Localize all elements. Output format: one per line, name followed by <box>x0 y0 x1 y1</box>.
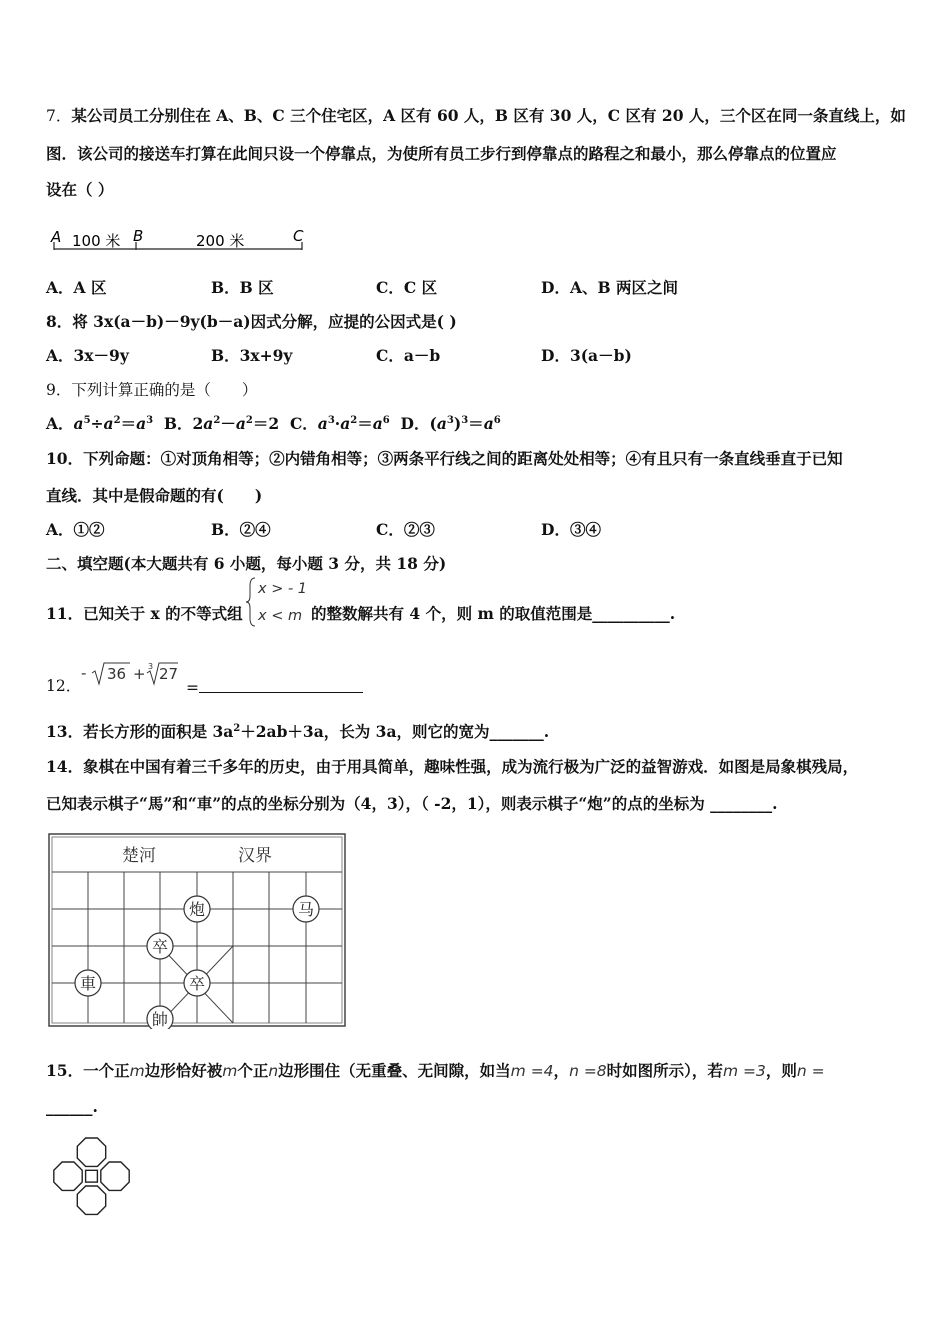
q12-plus: + <box>133 665 146 683</box>
q7-option-c: C．C 区 <box>376 278 438 297</box>
svg-text:炮: 炮 <box>188 900 206 919</box>
q12-number: 12． <box>46 677 82 695</box>
q7-option-d: D．A、B 两区之间 <box>541 278 678 297</box>
q9-option-b-label: B． <box>163 414 193 433</box>
svg-text:马: 马 <box>297 900 315 919</box>
point-c-label: C <box>293 227 304 245</box>
chess-board-figure <box>48 833 348 1029</box>
svg-text:卒: 卒 <box>151 937 169 956</box>
q8-option-a: A．3x－9y <box>46 346 129 365</box>
center-square <box>86 1170 98 1182</box>
piece-ma <box>293 896 319 922</box>
svg-text:卒: 卒 <box>188 974 206 993</box>
octagon-left <box>54 1162 82 1190</box>
river-label-left: 楚河 <box>122 846 156 866</box>
q10-option-b: B．②④ <box>211 520 271 539</box>
point-b-label: B <box>133 227 144 245</box>
q9-option-a: $a^5\div a^2=a^3$ <box>73 414 154 433</box>
q9-text: 9．下列计算正确的是（ ） <box>46 381 258 399</box>
q10-line2: 直线．其中是假命题的有( ) <box>46 486 263 505</box>
point-a-label: A <box>51 228 62 246</box>
q12-sqrt-arg: 36 <box>107 665 127 683</box>
octagon-bottom <box>77 1186 105 1214</box>
q7-line3: 设在（ ） <box>46 180 114 199</box>
q12-equals: = <box>186 679 199 697</box>
q7-line-diagram <box>46 224 316 256</box>
piece-che <box>75 970 101 996</box>
q12-cbrt-index: 3 <box>148 662 154 671</box>
q11-inequality-2: x < m <box>258 608 303 624</box>
river-label-right: 汉界 <box>238 846 272 866</box>
q12-expression <box>78 658 186 692</box>
q12-minus: - <box>81 664 87 682</box>
q11-after: 的整数解共有 4 个，则 m 的取值范围是__________. <box>311 604 676 623</box>
q11-inequality-1: x > - 1 <box>258 581 308 597</box>
q9-option-d-label: D． <box>400 414 430 433</box>
q8-option-b: B．3x+9y <box>211 346 293 365</box>
q9-option-c: $a^3\cdot a^2=a^6$ <box>317 414 390 433</box>
q11-inequality-system <box>246 574 312 630</box>
q7-line1: 7．某公司员工分别住在 A、B、C 三个住宅区，A 区有 60 人，B 区有 30 人，C 区有 20 人，三个区在同一条直线上，如 <box>46 106 906 125</box>
q14-line2: 已知表示棋子“馬”和“車”的点的坐标分别为（4，3），（ -2，1），则表示棋子“炮”的点的坐标为 ________. <box>46 794 778 813</box>
q9-option-b: $2a^2-a^2=2$ <box>192 414 280 433</box>
section-title: 二、填空题(本大题共有 6 小题，每小题 3 分，共 18 分) <box>46 554 447 573</box>
q7-option-a: A．A 区 <box>46 278 107 297</box>
q9-option-c-label: C． <box>289 414 318 433</box>
q9-option-d: $(a^3)^3=a^6$ <box>429 414 501 433</box>
octagon-figure <box>52 1136 132 1218</box>
octagon-top <box>77 1138 105 1166</box>
q9-option-a-label: A． <box>46 414 74 433</box>
piece-pao <box>184 896 210 922</box>
q10-option-d: D．③④ <box>541 520 601 539</box>
q10-option-a: A．①② <box>46 520 105 539</box>
octagon-right <box>101 1162 129 1190</box>
q12-cbrt-arg: 27 <box>159 665 179 683</box>
q12-answer <box>186 678 363 697</box>
q8-option-d: D．3(a－b) <box>541 346 632 365</box>
piece-zu-center <box>184 970 210 996</box>
q8-option-c: C．a－b <box>376 346 441 365</box>
q10-option-c: C．②③ <box>376 520 435 539</box>
q10-line1: 10．下列命题：①对顶角相等；②内错角相等；③两条平行线之间的距离处处相等；④有且只有一条直线垂直于已知 <box>46 449 843 468</box>
q15-line1: 15．一个正m边形恰好被m个正n边形围住（无重叠、无间隙，如当m =4，n =8时如图所示），若m =3，则n = <box>46 1061 825 1080</box>
svg-text:車: 車 <box>79 974 97 993</box>
q13-text: 13．若长方形的面积是 $3a^2+2ab+3a$，长为 3a，则它的宽为_______. <box>46 722 550 741</box>
piece-shuai <box>147 1006 173 1029</box>
q9-options <box>46 412 501 434</box>
distance-bc-label: 200 米 <box>196 232 245 250</box>
q11-before: 11．已知关于 x 的不等式组 <box>46 604 243 623</box>
svg-text:帥: 帥 <box>151 1010 169 1029</box>
q8-text: 8．将 3x(a－b)－9y(b－a)因式分解，应提的公因式是( ) <box>46 312 457 331</box>
q15-line2: ______. <box>46 1097 98 1116</box>
q7-line2: 图．该公司的接送车打算在此间只设一个停靠点，为使所有员工步行到停靠点的路程之和最小，那么停靠点的位置应 <box>46 144 837 163</box>
distance-ab-label: 100 米 <box>72 232 121 250</box>
q7-option-b: B．B 区 <box>211 278 274 297</box>
q14-line1: 14．象棋在中国有着三千多年的历史，由于用具简单，趣味性强，成为流行极为广泛的益智游戏．如图是局象棋残局， <box>46 757 859 776</box>
piece-zu-upper <box>147 933 173 959</box>
q12-blank <box>199 678 363 693</box>
